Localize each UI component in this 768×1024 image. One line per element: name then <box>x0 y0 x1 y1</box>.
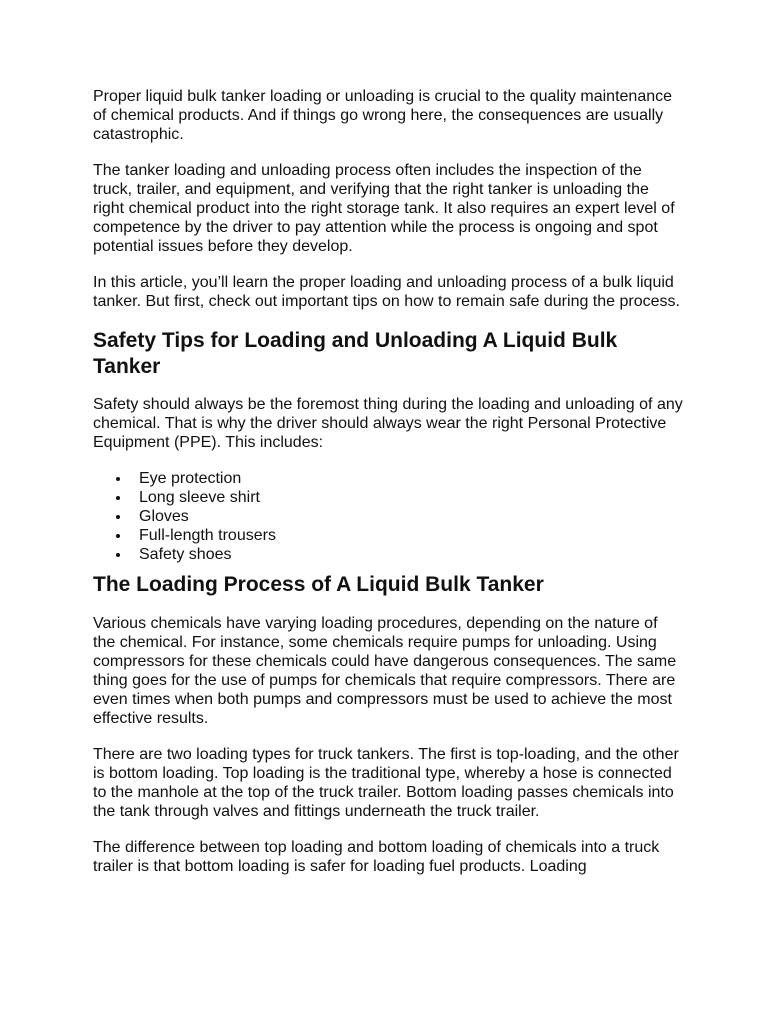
intro-paragraph-1: Proper liquid bulk tanker loading or unloading is crucial to the quality maintenance of chemical products. And if things go wrong here, the consequences are usually catastrophic. <box>93 88 673 143</box>
intro-paragraph-3: In this article, you’ll learn the proper loading and unloading process of a bulk liquid tanker. But first, check out important tips on how to remain safe during the process. <box>93 274 680 310</box>
safety-paragraph: Safety should always be the foremost thing during the loading and unloading of any chemical. That is why the driver should always wear the right Personal Protective Equipment (PPE). This includes: <box>93 396 683 451</box>
ppe-list-item: Gloves <box>139 507 684 526</box>
ppe-list-item: Eye protection <box>139 469 684 488</box>
intro-paragraph-2: The tanker loading and unloading process often includes the inspection of the truck, trailer, and equipment, and verifying that the right tanker is unloading the right chemical product into the right storage tank. It also requires an expert level of competence by the driver to pay attention while the process is ongoing and spot potential issues before they develop. <box>93 162 675 255</box>
loading-paragraph-1: Various chemicals have varying loading procedures, depending on the nature of the chemical. For instance, some chemicals require pumps for unloading. Using compressors for these chemicals could have dangerous consequences. The same thing goes for the use of pumps for chemicals that require compressors. There are even times when both pumps and compressors must be used to achieve the most effective results. <box>93 615 677 727</box>
loading-heading: The Loading Process of A Liquid Bulk Tanker <box>93 573 544 596</box>
ppe-list <box>93 469 684 564</box>
loading-paragraph-2: There are two loading types for truck tankers. The first is top-loading, and the other is bottom loading. Top loading is the traditional type, whereby a hose is connected to the manhole at the top of the truck trailer. Bottom loading passes chemicals into the tank through valves and fittings underneath the truck trailer. <box>93 746 679 820</box>
ppe-list-item: Safety shoes <box>139 545 684 564</box>
loading-paragraph-3: The difference between top loading and bottom loading of chemicals into a truck trailer is that bottom loading is safer for loading fuel products. Loading <box>93 839 660 875</box>
safety-heading: Safety Tips for Loading and Unloading A Liquid Bulk Tanker <box>93 329 618 378</box>
ppe-list-item: Long sleeve shirt <box>139 488 684 507</box>
ppe-list-item: Full-length trousers <box>139 526 684 545</box>
